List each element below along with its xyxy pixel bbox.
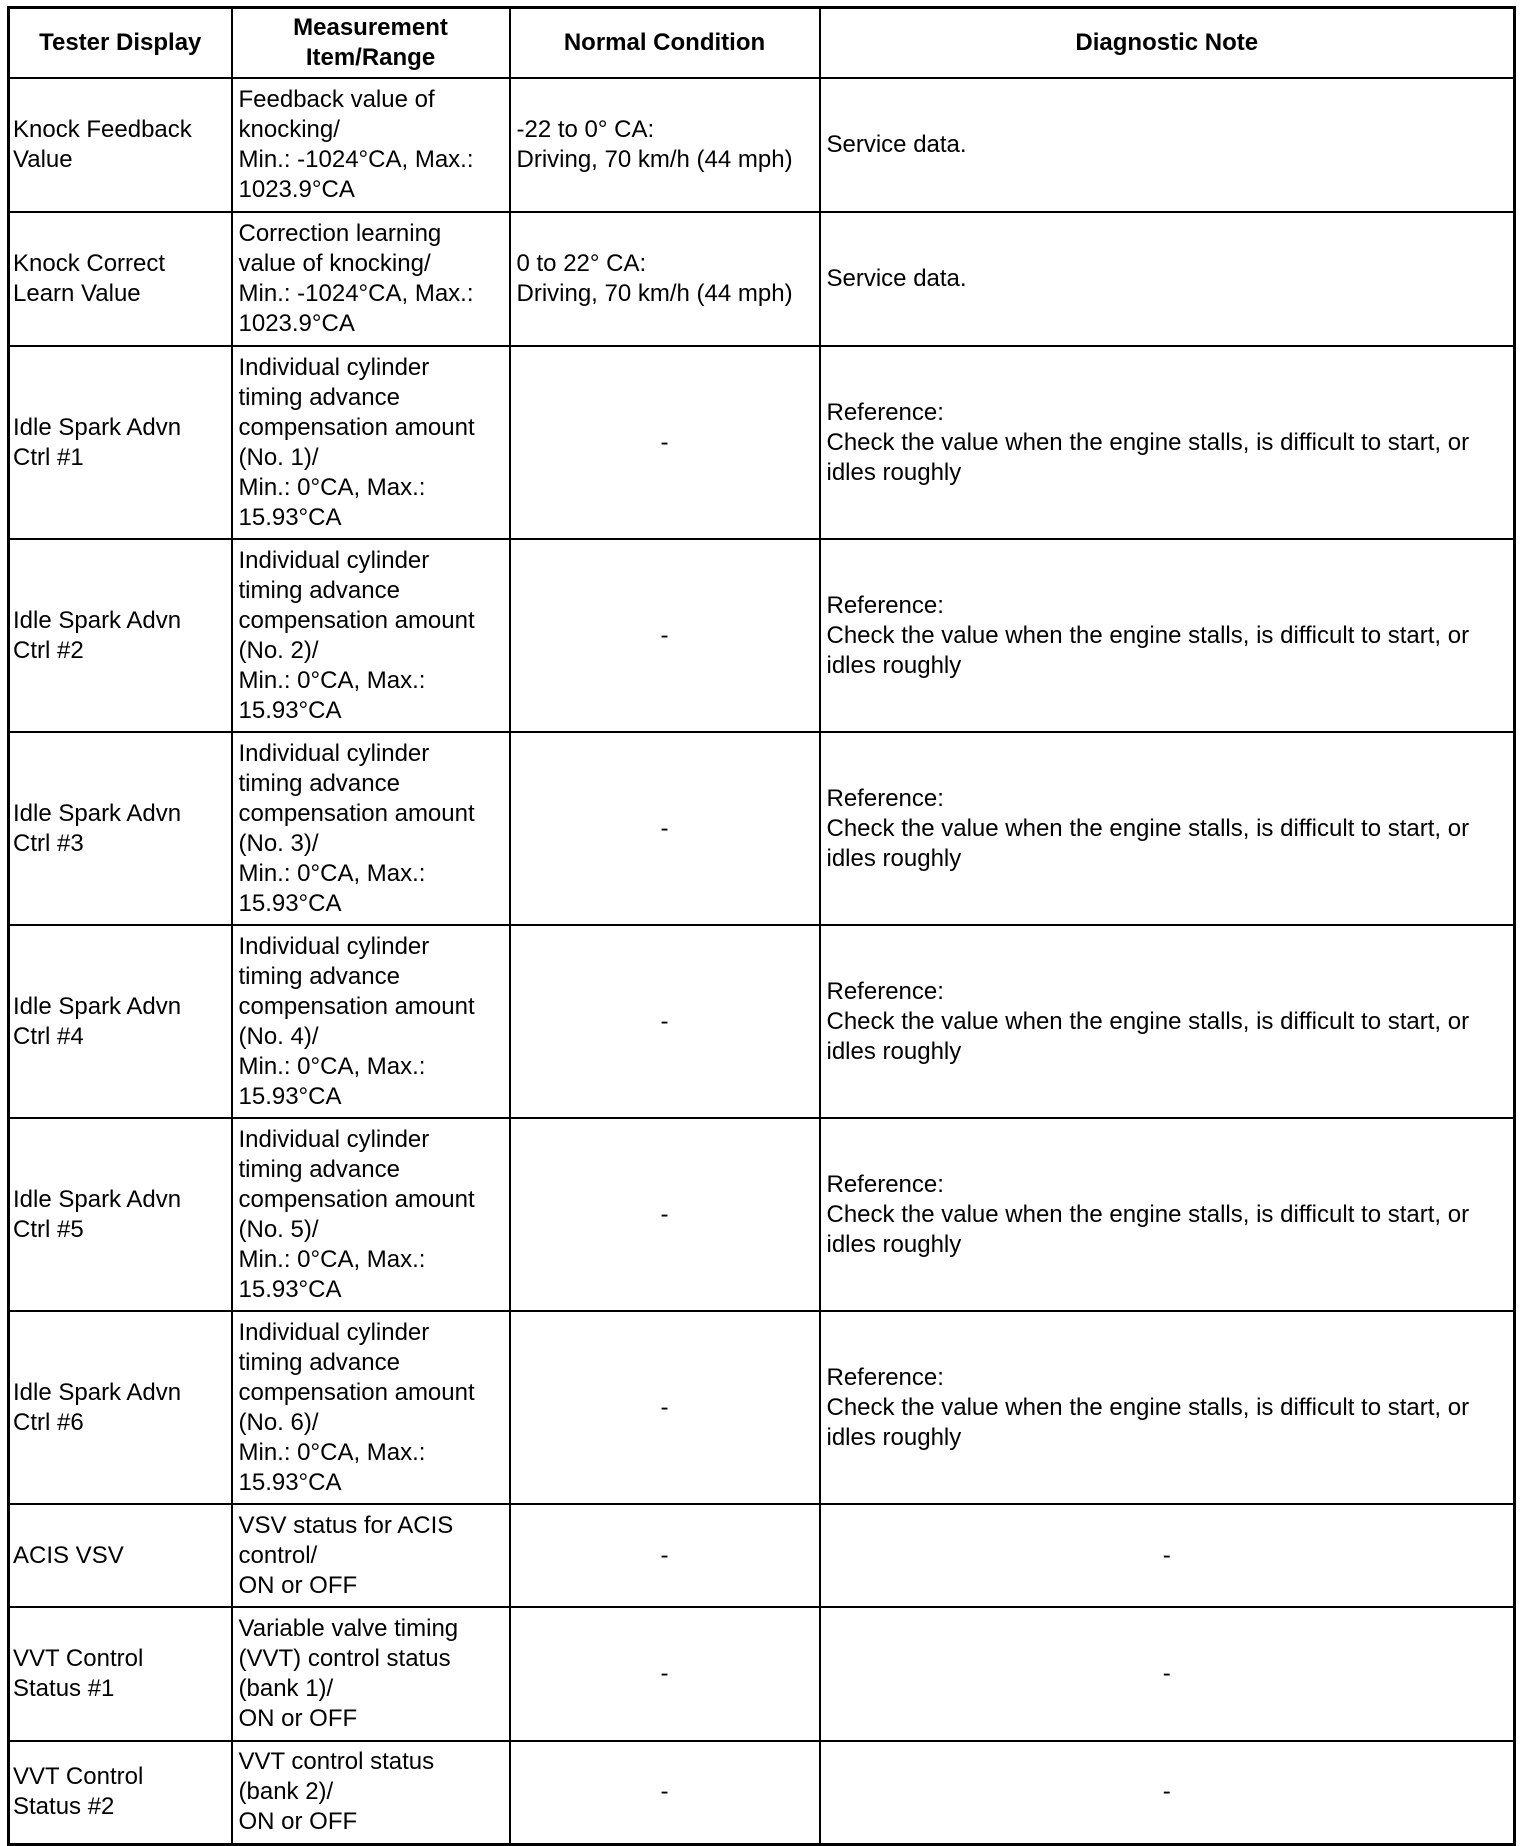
table-row xyxy=(9,732,1515,925)
cell-tester-display: VVT Control Status #1 xyxy=(9,1607,232,1741)
cell-tester-display: Idle Spark Advn Ctrl #4 xyxy=(9,925,232,1118)
cell-normal-condition: - xyxy=(510,1311,820,1504)
cell-tester-display: Knock Feedback Value xyxy=(9,78,232,212)
cell-normal-condition: - xyxy=(510,346,820,539)
cell-normal-condition: - xyxy=(510,1741,820,1844)
header-measurement-item-range: Measurement Item/Range xyxy=(232,8,510,79)
table-row xyxy=(9,1118,1515,1311)
cell-normal-condition: - xyxy=(510,1504,820,1607)
table-row xyxy=(9,1311,1515,1504)
cell-diagnostic-note: Reference: Check the value when the engine stalls, is difficult to start, or idles roughly xyxy=(820,346,1515,539)
cell-normal-condition: - xyxy=(510,732,820,925)
data-list-table xyxy=(7,6,1516,1846)
cell-measurement-range: Feedback value of knocking/ Min.: -1024°CA, Max.: 1023.9°CA xyxy=(232,78,510,212)
cell-measurement-range: Correction learning value of knocking/ Min.: -1024°CA, Max.: 1023.9°CA xyxy=(232,212,510,346)
header-tester-display: Tester Display xyxy=(9,8,232,79)
table-row xyxy=(9,1607,1515,1741)
cell-measurement-range: Individual cylinder timing advance compensation amount (No. 2)/ Min.: 0°CA, Max.: 15.93°CA xyxy=(232,539,510,732)
header-diagnostic-note: Diagnostic Note xyxy=(820,8,1515,79)
cell-diagnostic-note: Service data. xyxy=(820,78,1515,212)
cell-tester-display: Knock Correct Learn Value xyxy=(9,212,232,346)
cell-tester-display: Idle Spark Advn Ctrl #1 xyxy=(9,346,232,539)
cell-measurement-range: Individual cylinder timing advance compensation amount (No. 1)/ Min.: 0°CA, Max.: 15.93°CA xyxy=(232,346,510,539)
table-row xyxy=(9,1741,1515,1844)
cell-diagnostic-note: Reference: Check the value when the engine stalls, is difficult to start, or idles roughly xyxy=(820,1311,1515,1504)
header-normal-condition: Normal Condition xyxy=(510,8,820,79)
table-row xyxy=(9,539,1515,732)
cell-measurement-range: VVT control status (bank 2)/ ON or OFF xyxy=(232,1741,510,1844)
cell-measurement-range: Individual cylinder timing advance compensation amount (No. 5)/ Min.: 0°CA, Max.: 15.93°CA xyxy=(232,1118,510,1311)
cell-tester-display: Idle Spark Advn Ctrl #5 xyxy=(9,1118,232,1311)
table-row xyxy=(9,925,1515,1118)
cell-normal-condition: - xyxy=(510,1118,820,1311)
table-body xyxy=(9,78,1515,1844)
cell-tester-display: Idle Spark Advn Ctrl #2 xyxy=(9,539,232,732)
table-row xyxy=(9,212,1515,346)
cell-normal-condition: 0 to 22° CA: Driving, 70 km/h (44 mph) xyxy=(510,212,820,346)
cell-diagnostic-note: - xyxy=(820,1504,1515,1607)
cell-diagnostic-note: - xyxy=(820,1741,1515,1844)
table-row xyxy=(9,346,1515,539)
cell-normal-condition: -22 to 0° CA: Driving, 70 km/h (44 mph) xyxy=(510,78,820,212)
cell-measurement-range: Variable valve timing (VVT) control status (bank 1)/ ON or OFF xyxy=(232,1607,510,1741)
cell-measurement-range: VSV status for ACIS control/ ON or OFF xyxy=(232,1504,510,1607)
table-header xyxy=(9,8,1515,79)
table-row xyxy=(9,1504,1515,1607)
cell-normal-condition: - xyxy=(510,539,820,732)
cell-measurement-range: Individual cylinder timing advance compensation amount (No. 3)/ Min.: 0°CA, Max.: 15.93°CA xyxy=(232,732,510,925)
cell-diagnostic-note: Reference: Check the value when the engine stalls, is difficult to start, or idles roughly xyxy=(820,539,1515,732)
cell-diagnostic-note: - xyxy=(820,1607,1515,1741)
cell-diagnostic-note: Reference: Check the value when the engine stalls, is difficult to start, or idles roughly xyxy=(820,732,1515,925)
cell-measurement-range: Individual cylinder timing advance compensation amount (No. 6)/ Min.: 0°CA, Max.: 15.93°CA xyxy=(232,1311,510,1504)
cell-tester-display: ACIS VSV xyxy=(9,1504,232,1607)
cell-diagnostic-note: Service data. xyxy=(820,212,1515,346)
cell-tester-display: Idle Spark Advn Ctrl #3 xyxy=(9,732,232,925)
cell-tester-display: VVT Control Status #2 xyxy=(9,1741,232,1844)
cell-diagnostic-note: Reference: Check the value when the engine stalls, is difficult to start, or idles roughly xyxy=(820,1118,1515,1311)
cell-tester-display: Idle Spark Advn Ctrl #6 xyxy=(9,1311,232,1504)
header-row xyxy=(9,8,1515,79)
table-row xyxy=(9,78,1515,212)
cell-normal-condition: - xyxy=(510,925,820,1118)
cell-diagnostic-note: Reference: Check the value when the engine stalls, is difficult to start, or idles roughly xyxy=(820,925,1515,1118)
cell-measurement-range: Individual cylinder timing advance compensation amount (No. 4)/ Min.: 0°CA, Max.: 15.93°CA xyxy=(232,925,510,1118)
cell-normal-condition: - xyxy=(510,1607,820,1741)
